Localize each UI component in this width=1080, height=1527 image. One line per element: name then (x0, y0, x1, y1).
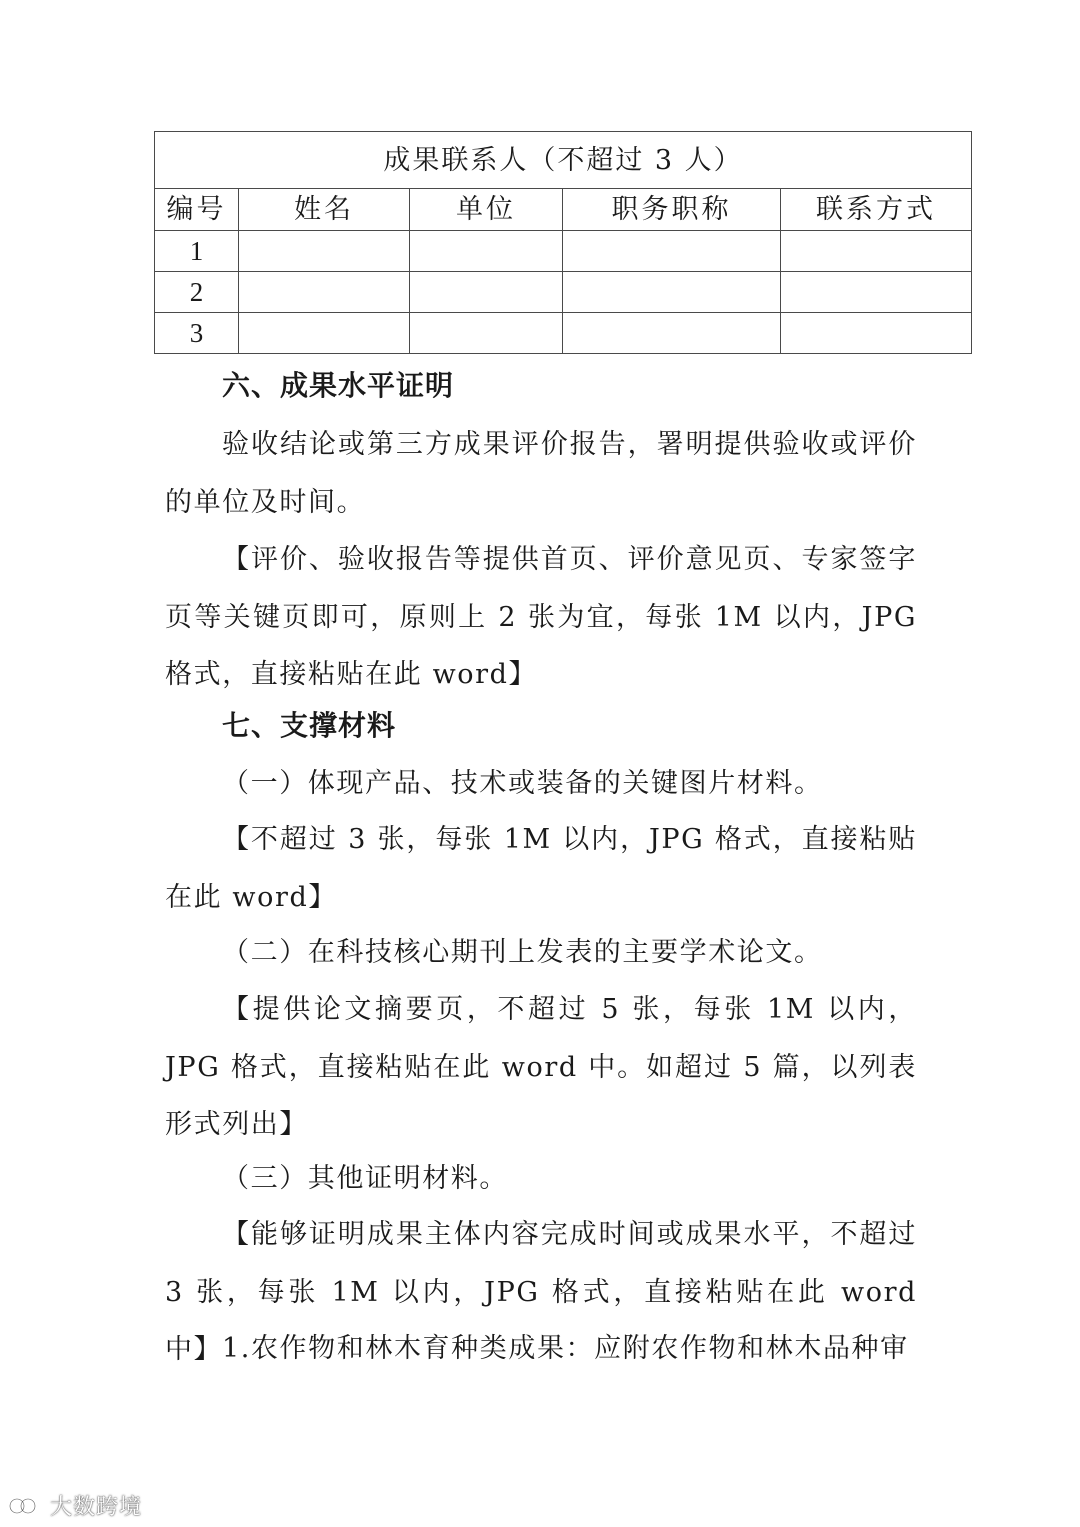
support-item-2: （二）在科技核心期刊上发表的主要学术论文。 (222, 937, 823, 968)
support-note-2: 【提供论文摘要页，不超过 5 张，每张 1M 以内，JPG 格式，直接粘贴在此 word 中。如超过 5 篇，以列表形式列出】 (165, 994, 917, 1140)
section-six-paragraph: 验收结论或第三方成果评价报告，署明提供验收或评价的单位及时间。 (165, 429, 917, 518)
section-seven-heading: 七、支撑材料 (222, 709, 397, 742)
cell-name (239, 272, 410, 313)
row-number: 3 (155, 313, 239, 354)
support-item-3: （三）其他证明材料。 (222, 1163, 508, 1194)
row-number: 2 (155, 272, 239, 313)
watermark (8, 1490, 142, 1521)
header-name: 姓名 (239, 189, 410, 231)
watermark-logo-icon (8, 1495, 44, 1517)
support-item-4: 1.农作物和林木育种类成果：应附农作物和林木品种审 (222, 1333, 909, 1364)
cell-unit (410, 313, 563, 354)
support-item-1: （一）体现产品、技术或装备的关键图片材料。 (222, 768, 823, 799)
cell-title (563, 313, 781, 354)
table-caption: 成果联系人（不超过 3 人） (155, 132, 972, 189)
cell-title (563, 231, 781, 272)
cell-title (563, 272, 781, 313)
section-six-note: 【评价、验收报告等提供首页、评价意见页、专家签字页等关键页即可，原则上 2 张为宜，每张 1M 以内，JPG 格式，直接粘贴在此 word】 (165, 544, 917, 690)
header-title: 职务职称 (563, 189, 781, 231)
support-note-1: 【不超过 3 张，每张 1M 以内，JPG 格式，直接粘贴在此 word】 (165, 824, 917, 913)
cell-unit (410, 272, 563, 313)
table-row (155, 272, 972, 313)
cell-name (239, 231, 410, 272)
cell-contact (781, 313, 972, 354)
cell-contact (781, 272, 972, 313)
row-number: 1 (155, 231, 239, 272)
header-unit: 单位 (410, 189, 563, 231)
header-contact: 联系方式 (781, 189, 972, 231)
section-six-heading: 六、成果水平证明 (222, 369, 455, 402)
cell-name (239, 313, 410, 354)
cell-unit (410, 231, 563, 272)
support-note-3: 【能够证明成果主体内容完成时间或成果水平，不超过 3 张，每张 1M 以内，JPG 格式，直接粘贴在此 word 中】 (165, 1219, 917, 1365)
table-row (155, 313, 972, 354)
header-number: 编号 (155, 189, 239, 231)
table-row (155, 231, 972, 272)
contacts-table (154, 131, 972, 354)
watermark-text: 大数跨境 (50, 1495, 143, 1520)
cell-contact (781, 231, 972, 272)
